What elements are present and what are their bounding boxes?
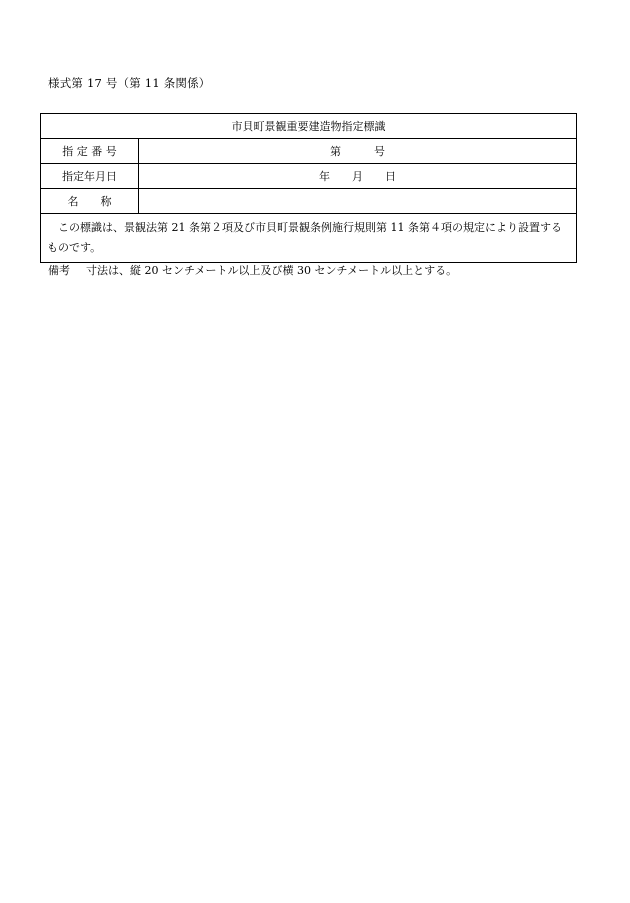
form-number-heading: 様式第 17 号（第 11 条関係） (48, 76, 211, 90)
table-note-row (41, 214, 577, 263)
table-row (41, 139, 577, 164)
remarks (48, 262, 457, 278)
remarks-text: 寸法は、縦 20 センチメートル以上及び横 30 センチメートル以上とする。 (86, 264, 458, 277)
designation-number-value: 第 号 (139, 139, 577, 164)
remarks-label: 備考 (48, 264, 70, 277)
designation-sign-table (40, 113, 577, 263)
sign-note-cell (41, 214, 577, 263)
sign-note-text: この標識は、景観法第 21 条第２項及び市貝町景観条例施行規則第 11 条第４項の規定により設置するものです。 (47, 221, 562, 254)
name-label: 名 称 (41, 189, 139, 214)
designation-date-label: 指定年月日 (41, 164, 139, 189)
designation-number-label: 指 定 番 号 (41, 139, 139, 164)
sign-title: 市貝町景観重要建造物指定標識 (41, 114, 577, 139)
table-row (41, 164, 577, 189)
table-title-row (41, 114, 577, 139)
designation-date-value: 年 月 日 (139, 164, 577, 189)
table-row (41, 189, 577, 214)
name-value (139, 189, 577, 214)
